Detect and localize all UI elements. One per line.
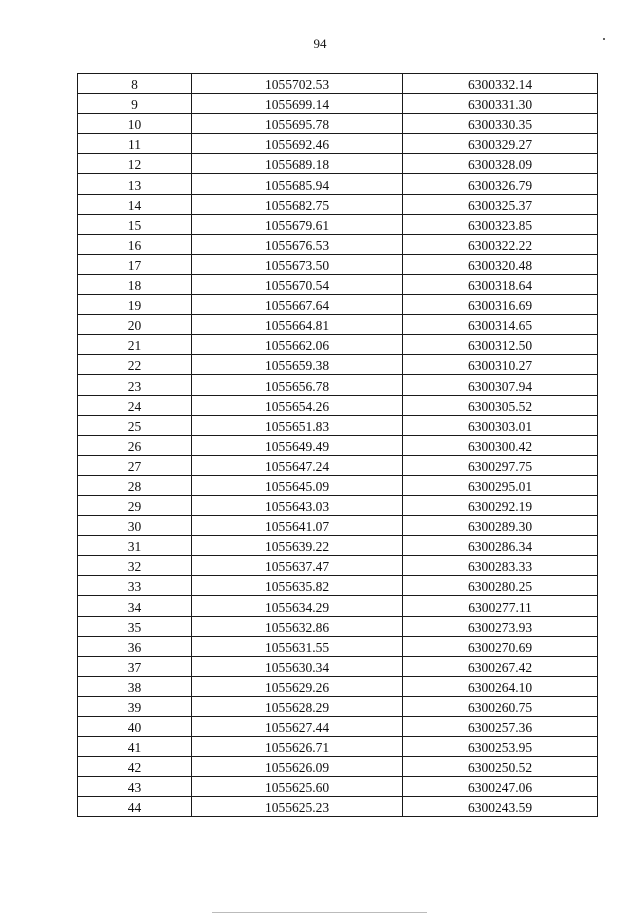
point-number-cell: 38 [78,676,192,696]
point-number-cell: 13 [78,174,192,194]
table-row [78,556,598,576]
point-number-cell: 8 [78,74,192,94]
coordinates-table [77,73,598,817]
point-number-cell: 31 [78,536,192,556]
point-number-cell: 36 [78,636,192,656]
page-number: 94 [313,36,327,51]
table-row [78,656,598,676]
y-coordinate-cell: 6300289.30 [403,516,598,536]
point-number-cell: 28 [78,475,192,495]
x-coordinate-cell: 1055651.83 [192,415,403,435]
point-number-cell: 41 [78,737,192,757]
point-number-cell: 39 [78,696,192,716]
y-coordinate-cell: 6300329.27 [403,134,598,154]
table-row [78,516,598,536]
x-coordinate-cell: 1055656.78 [192,375,403,395]
x-coordinate-cell: 1055689.18 [192,154,403,174]
x-coordinate-cell: 1055702.53 [192,74,403,94]
y-coordinate-cell: 6300305.52 [403,395,598,415]
footer-line [212,912,427,913]
point-number-cell: 14 [78,194,192,214]
y-coordinate-cell: 6300312.50 [403,335,598,355]
table-row [78,576,598,596]
table-row [78,355,598,375]
table-row [78,335,598,355]
coordinates-table-body [78,74,598,817]
table-row [78,154,598,174]
x-coordinate-cell: 1055695.78 [192,114,403,134]
table-row [78,737,598,757]
point-number-cell: 23 [78,375,192,395]
y-coordinate-cell: 6300325.37 [403,194,598,214]
table-row [78,777,598,797]
y-coordinate-cell: 6300277.11 [403,596,598,616]
point-number-cell: 21 [78,335,192,355]
x-coordinate-cell: 1055625.60 [192,777,403,797]
y-coordinate-cell: 6300247.06 [403,777,598,797]
x-coordinate-cell: 1055639.22 [192,536,403,556]
y-coordinate-cell: 6300314.65 [403,315,598,335]
table-row [78,797,598,817]
y-coordinate-cell: 6300295.01 [403,475,598,495]
x-coordinate-cell: 1055626.71 [192,737,403,757]
y-coordinate-cell: 6300310.27 [403,355,598,375]
y-coordinate-cell: 6300292.19 [403,495,598,515]
table-row [78,475,598,495]
x-coordinate-cell: 1055625.23 [192,797,403,817]
y-coordinate-cell: 6300318.64 [403,274,598,294]
y-coordinate-cell: 6300316.69 [403,295,598,315]
y-coordinate-cell: 6300273.93 [403,616,598,636]
y-coordinate-cell: 6300331.30 [403,94,598,114]
table-row [78,134,598,154]
x-coordinate-cell: 1055632.86 [192,616,403,636]
table-row [78,194,598,214]
point-number-cell: 44 [78,797,192,817]
y-coordinate-cell: 6300257.36 [403,717,598,737]
table-row [78,74,598,94]
table-row [78,676,598,696]
y-coordinate-cell: 6300330.35 [403,114,598,134]
table-row [78,375,598,395]
y-coordinate-cell: 6300303.01 [403,415,598,435]
point-number-cell: 9 [78,94,192,114]
table-row [78,395,598,415]
point-number-cell: 15 [78,214,192,234]
y-coordinate-cell: 6300264.10 [403,676,598,696]
x-coordinate-cell: 1055676.53 [192,234,403,254]
y-coordinate-cell: 6300267.42 [403,656,598,676]
x-coordinate-cell: 1055664.81 [192,315,403,335]
x-coordinate-cell: 1055631.55 [192,636,403,656]
x-coordinate-cell: 1055637.47 [192,556,403,576]
y-coordinate-cell: 6300300.42 [403,435,598,455]
table-row [78,757,598,777]
table-row [78,717,598,737]
y-coordinate-cell: 6300323.85 [403,214,598,234]
point-number-cell: 17 [78,254,192,274]
point-number-cell: 27 [78,455,192,475]
table-row [78,295,598,315]
point-number-cell: 29 [78,495,192,515]
table-row [78,696,598,716]
y-coordinate-cell: 6300326.79 [403,174,598,194]
table-row [78,495,598,515]
x-coordinate-cell: 1055699.14 [192,94,403,114]
table-row [78,415,598,435]
y-coordinate-cell: 6300280.25 [403,576,598,596]
x-coordinate-cell: 1055662.06 [192,335,403,355]
x-coordinate-cell: 1055659.38 [192,355,403,375]
table-row [78,536,598,556]
x-coordinate-cell: 1055626.09 [192,757,403,777]
y-coordinate-cell: 6300250.52 [403,757,598,777]
x-coordinate-cell: 1055679.61 [192,214,403,234]
table-row [78,214,598,234]
x-coordinate-cell: 1055654.26 [192,395,403,415]
x-coordinate-cell: 1055682.75 [192,194,403,214]
table-row [78,636,598,656]
point-number-cell: 40 [78,717,192,737]
table-row [78,174,598,194]
x-coordinate-cell: 1055643.03 [192,495,403,515]
table-row [78,94,598,114]
x-coordinate-cell: 1055629.26 [192,676,403,696]
y-coordinate-cell: 6300332.14 [403,74,598,94]
point-number-cell: 30 [78,516,192,536]
x-coordinate-cell: 1055635.82 [192,576,403,596]
y-coordinate-cell: 6300328.09 [403,154,598,174]
point-number-cell: 10 [78,114,192,134]
table-row [78,596,598,616]
y-coordinate-cell: 6300243.59 [403,797,598,817]
table-row [78,254,598,274]
x-coordinate-cell: 1055630.34 [192,656,403,676]
point-number-cell: 26 [78,435,192,455]
point-number-cell: 18 [78,274,192,294]
point-number-cell: 42 [78,757,192,777]
x-coordinate-cell: 1055627.44 [192,717,403,737]
x-coordinate-cell: 1055649.49 [192,435,403,455]
y-coordinate-cell: 6300286.34 [403,536,598,556]
point-number-cell: 25 [78,415,192,435]
table-row [78,455,598,475]
table-row [78,234,598,254]
x-coordinate-cell: 1055670.54 [192,274,403,294]
point-number-cell: 43 [78,777,192,797]
y-coordinate-cell: 6300322.22 [403,234,598,254]
y-coordinate-cell: 6300297.75 [403,455,598,475]
scan-dot-mark [603,38,605,40]
y-coordinate-cell: 6300320.48 [403,254,598,274]
point-number-cell: 33 [78,576,192,596]
x-coordinate-cell: 1055634.29 [192,596,403,616]
point-number-cell: 32 [78,556,192,576]
y-coordinate-cell: 6300270.69 [403,636,598,656]
point-number-cell: 19 [78,295,192,315]
point-number-cell: 22 [78,355,192,375]
point-number-cell: 35 [78,616,192,636]
x-coordinate-cell: 1055647.24 [192,455,403,475]
table-row [78,616,598,636]
point-number-cell: 16 [78,234,192,254]
x-coordinate-cell: 1055667.64 [192,295,403,315]
x-coordinate-cell: 1055673.50 [192,254,403,274]
table-row [78,315,598,335]
y-coordinate-cell: 6300253.95 [403,737,598,757]
table-row [78,435,598,455]
y-coordinate-cell: 6300307.94 [403,375,598,395]
y-coordinate-cell: 6300283.33 [403,556,598,576]
x-coordinate-cell: 1055645.09 [192,475,403,495]
x-coordinate-cell: 1055692.46 [192,134,403,154]
x-coordinate-cell: 1055685.94 [192,174,403,194]
x-coordinate-cell: 1055641.07 [192,516,403,536]
point-number-cell: 20 [78,315,192,335]
point-number-cell: 24 [78,395,192,415]
point-number-cell: 37 [78,656,192,676]
y-coordinate-cell: 6300260.75 [403,696,598,716]
x-coordinate-cell: 1055628.29 [192,696,403,716]
table-row [78,114,598,134]
table-row [78,274,598,294]
point-number-cell: 11 [78,134,192,154]
point-number-cell: 34 [78,596,192,616]
point-number-cell: 12 [78,154,192,174]
